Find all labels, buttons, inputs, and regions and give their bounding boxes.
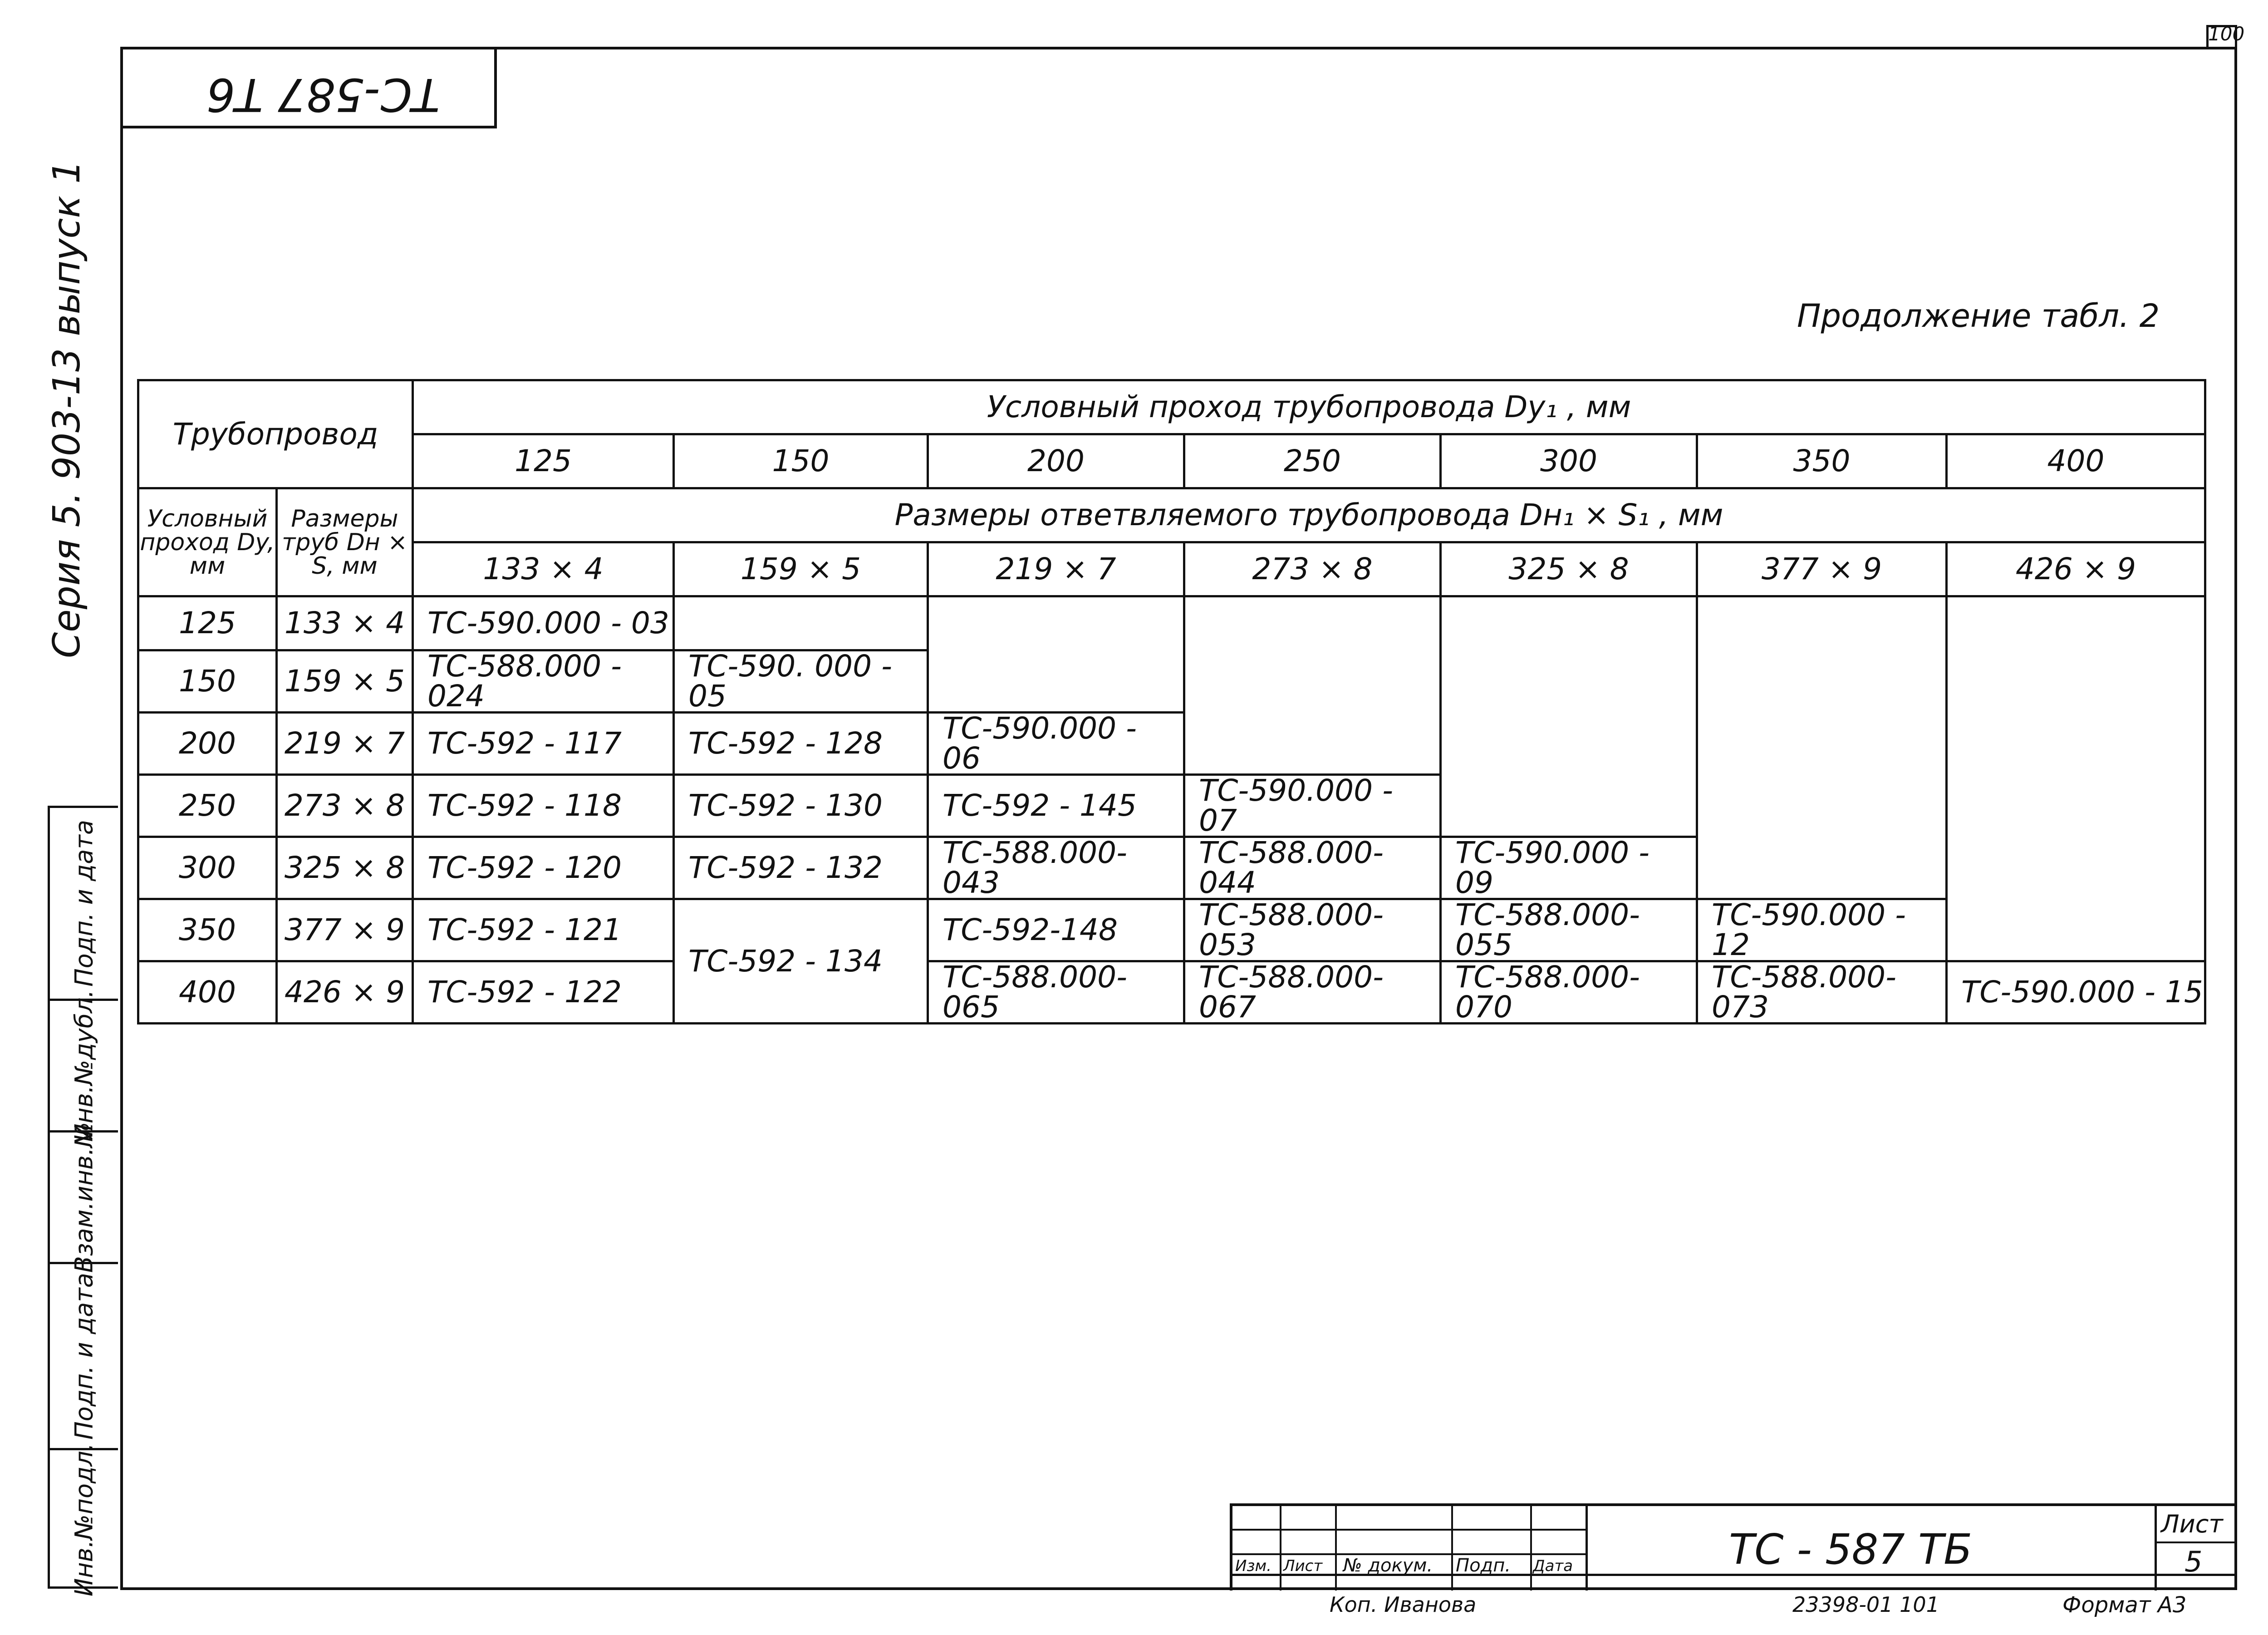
dy1-header: 300 xyxy=(1441,434,1697,488)
row-size: 159 × 5 xyxy=(277,650,413,713)
dy1-header: 250 xyxy=(1184,434,1441,488)
empty-cell xyxy=(1441,596,1697,837)
designation-cell: ТС-590.000 - 03 xyxy=(413,596,674,650)
designation-cell: ТС-592 - 134 xyxy=(674,899,928,1024)
branch-size-header: 133 × 4 xyxy=(413,542,674,596)
designation-cell: ТС-588.000-043 xyxy=(928,837,1184,899)
row-size: 273 × 8 xyxy=(277,775,413,837)
designation-cell: ТС-590.000 - 07 xyxy=(1184,775,1441,837)
row-dy: 400 xyxy=(138,961,277,1024)
designation-cell: ТС-592 - 121 xyxy=(413,899,674,961)
branch-size-header: 273 × 8 xyxy=(1184,542,1441,596)
stamp-label-sign: Подп. xyxy=(1456,1555,1511,1576)
designation-cell: ТС-592-148 xyxy=(928,899,1184,961)
archive-number: 23398-01 101 xyxy=(1792,1592,1939,1617)
dy1-header: 125 xyxy=(413,434,674,488)
stamp-label-change: Изм. xyxy=(1235,1557,1271,1575)
sheet-format: Формат А3 xyxy=(2062,1592,2187,1618)
designation-cell: ТС-590.000 - 06 xyxy=(928,713,1184,775)
dy1-group-header: Условный проход трубопровода Dy₁ , мм xyxy=(413,380,2205,434)
designation-cell: ТС-590. 000 - 05 xyxy=(674,650,928,713)
strip-field-sign-date-2: Подп. и дата xyxy=(50,1262,118,1448)
empty-cell xyxy=(1697,596,1947,899)
col-dy-label: Условный проход Dy, мм xyxy=(138,488,277,596)
designation-cell: ТС-590.000 - 12 xyxy=(1697,899,1947,961)
stamp-label-sheet: Лист xyxy=(1283,1557,1323,1575)
dy1-header: 200 xyxy=(928,434,1184,488)
designation-cell: ТС-588.000 - 024 xyxy=(413,650,674,713)
designation-cell: ТС-590.000 - 09 xyxy=(1441,837,1697,899)
top-code-rotated: TC-587 T6 xyxy=(206,68,440,121)
designation-cell: ТС-588.000-053 xyxy=(1184,899,1441,961)
designation-cell: ТС-592 - 122 xyxy=(413,961,674,1024)
stamp-document-code: ТС - 587 ТБ xyxy=(1729,1525,1973,1574)
designation-cell: ТС-592 - 130 xyxy=(674,775,928,837)
pipe-branch-table xyxy=(137,379,2206,1024)
designation-cell: ТС-588.000-044 xyxy=(1184,837,1441,899)
designation-cell: ТС-592 - 128 xyxy=(674,713,928,775)
designation-cell: ТС-592 - 132 xyxy=(674,837,928,899)
row-size: 133 × 4 xyxy=(277,596,413,650)
row-dy: 250 xyxy=(138,775,277,837)
empty-cell xyxy=(1184,596,1441,775)
branch-size-header: 159 × 5 xyxy=(674,542,928,596)
top-sheet-number: 100 xyxy=(2208,23,2245,45)
designation-cell: ТС-588.000-055 xyxy=(1441,899,1697,961)
branch-size-header: 426 × 9 xyxy=(1947,542,2205,596)
dy1-header: 150 xyxy=(674,434,928,488)
empty-cell xyxy=(674,596,928,650)
stamp-label-date: Дата xyxy=(1533,1557,1573,1575)
copied-by: Коп. Иванова xyxy=(1330,1592,1477,1617)
designation-cell: ТС-590.000 - 15 xyxy=(1947,961,2205,1024)
designation-cell: ТС-592 - 118 xyxy=(413,775,674,837)
strip-field-dup-inv: Инв.№дубл. xyxy=(50,999,118,1130)
row-dy: 300 xyxy=(138,837,277,899)
branch-size-header: 377 × 9 xyxy=(1697,542,1947,596)
designation-cell: ТС-588.000-073 xyxy=(1697,961,1947,1024)
dy1-header: 350 xyxy=(1697,434,1947,488)
row-size: 219 × 7 xyxy=(277,713,413,775)
row-dy: 150 xyxy=(138,650,277,713)
row-dy: 350 xyxy=(138,899,277,961)
designation-cell: ТС-592 - 117 xyxy=(413,713,674,775)
table-continuation-title: Продолжение табл. 2 xyxy=(1797,297,2160,335)
empty-cell xyxy=(1947,596,2205,961)
stamp-sheet-number: 5 xyxy=(2185,1545,2203,1578)
row-size: 325 × 8 xyxy=(277,837,413,899)
branch-size-header: 325 × 8 xyxy=(1441,542,1697,596)
row-dy: 200 xyxy=(138,713,277,775)
left-signature-strip xyxy=(48,806,118,1596)
designation-cell: ТС-588.000-067 xyxy=(1184,961,1441,1024)
title-block xyxy=(1230,1503,2237,1591)
designation-cell: ТС-592 - 145 xyxy=(928,775,1184,837)
empty-cell xyxy=(928,596,1184,713)
col-size-label: Размеры труб Dн × S, мм xyxy=(277,488,413,596)
table-row xyxy=(138,899,2205,961)
strip-field-sign-date: Подп. и дата xyxy=(69,820,98,987)
designation-cell: ТС-588.000-065 xyxy=(928,961,1184,1024)
stamp-label-doc-no: № докум. xyxy=(1343,1555,1433,1576)
branch-size-header: 219 × 7 xyxy=(928,542,1184,596)
table-row xyxy=(138,961,2205,1024)
dy1-header: 400 xyxy=(1947,434,2205,488)
branch-size-group-header: Размеры ответвляемого трубопровода Dн₁ × S₁ , мм xyxy=(413,488,2205,542)
stamp-sheet-label: Лист xyxy=(2161,1510,2223,1538)
series-title: Серия 5. 903-13 выпуск 1 xyxy=(45,160,88,658)
row-size: 377 × 9 xyxy=(277,899,413,961)
strip-field-replaced-inv: Взам.инв.№ xyxy=(50,1130,118,1262)
table-row xyxy=(138,596,2205,650)
row-dy: 125 xyxy=(138,596,277,650)
designation-cell: ТС-592 - 120 xyxy=(413,837,674,899)
row-size: 426 × 9 xyxy=(277,961,413,1024)
designation-cell: ТС-588.000-070 xyxy=(1441,961,1697,1024)
corner-label: Трубопровод xyxy=(138,380,413,488)
strip-field-orig-inv: Инв.№подл. xyxy=(50,1448,118,1589)
